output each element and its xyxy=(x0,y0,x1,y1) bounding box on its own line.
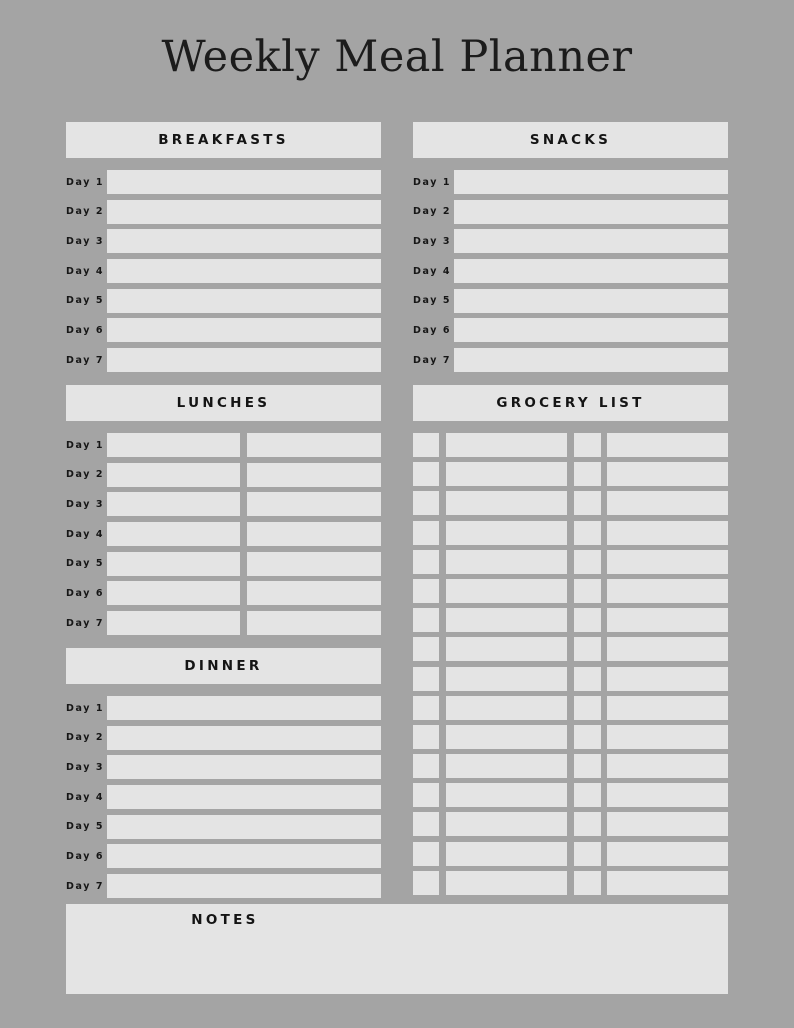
breakfast-field[interactable] xyxy=(107,200,381,224)
grocery-checkbox[interactable] xyxy=(413,608,439,632)
grocery-checkbox[interactable] xyxy=(574,783,601,807)
grocery-item-field[interactable] xyxy=(607,462,728,486)
grocery-row xyxy=(413,429,728,458)
grocery-item-field[interactable] xyxy=(607,842,728,866)
grocery-item-field[interactable] xyxy=(446,696,567,720)
grocery-item-field[interactable] xyxy=(607,812,728,836)
snack-row xyxy=(413,344,728,374)
breakfast-field[interactable] xyxy=(107,289,381,313)
day-label: Day 1 xyxy=(66,439,105,451)
snack-row xyxy=(413,255,728,285)
grocery-checkbox[interactable] xyxy=(413,842,439,866)
grocery-checkbox[interactable] xyxy=(574,579,601,603)
grocery-row xyxy=(413,867,728,896)
grocery-checkbox[interactable] xyxy=(413,871,439,895)
day-label: Day 7 xyxy=(66,617,105,629)
dinner-header: DINNER xyxy=(66,648,381,684)
grocery-checkbox[interactable] xyxy=(413,491,439,515)
grocery-item-field[interactable] xyxy=(446,842,567,866)
grocery-checkbox[interactable] xyxy=(413,754,439,778)
snack-field[interactable] xyxy=(454,229,728,253)
lunch-field-b[interactable] xyxy=(247,552,381,576)
dinner-field[interactable] xyxy=(107,815,381,839)
day-label: Day 2 xyxy=(413,206,452,218)
lunch-field-b[interactable] xyxy=(247,522,381,546)
snack-field[interactable] xyxy=(454,259,728,283)
dinner-field[interactable] xyxy=(107,755,381,779)
day-label: Day 6 xyxy=(66,324,105,336)
lunch-field-b[interactable] xyxy=(247,433,381,457)
breakfasts-header: BREAKFASTS xyxy=(66,122,381,158)
grocery-item-field[interactable] xyxy=(446,608,567,632)
day-label: Day 1 xyxy=(66,702,105,714)
dinner-field[interactable] xyxy=(107,696,381,720)
lunches-header: LUNCHES xyxy=(66,385,381,421)
grocery-item-field[interactable] xyxy=(607,754,728,778)
lunch-field-a[interactable] xyxy=(107,552,240,576)
dinner-row xyxy=(66,751,381,781)
snack-row xyxy=(413,166,728,196)
snacks-header: SNACKS xyxy=(413,122,728,158)
grocery-row xyxy=(413,663,728,692)
dinner-field[interactable] xyxy=(107,785,381,809)
day-label: Day 6 xyxy=(66,850,105,862)
day-label: Day 1 xyxy=(66,176,105,188)
dinner-row xyxy=(66,692,381,722)
dinner-row xyxy=(66,870,381,900)
grocery-item-field[interactable] xyxy=(607,637,728,661)
grocery-checkbox[interactable] xyxy=(574,433,601,457)
lunch-field-b[interactable] xyxy=(247,611,381,635)
grocery-item-field[interactable] xyxy=(607,521,728,545)
grocery-item-field[interactable] xyxy=(607,550,728,574)
day-label: Day 3 xyxy=(66,498,105,510)
grocery-checkbox[interactable] xyxy=(574,812,601,836)
snack-row xyxy=(413,225,728,255)
grocery-checkbox[interactable] xyxy=(574,667,601,691)
day-label: Day 1 xyxy=(413,176,452,188)
day-label: Day 4 xyxy=(66,791,105,803)
day-label: Day 6 xyxy=(413,324,452,336)
grocery-checkbox[interactable] xyxy=(574,754,601,778)
grocery-item-field[interactable] xyxy=(607,871,728,895)
grocery-item-field[interactable] xyxy=(446,667,567,691)
day-label: Day 7 xyxy=(413,354,452,366)
grocery-item-field[interactable] xyxy=(446,754,567,778)
lunch-field-a[interactable] xyxy=(107,492,240,516)
lunch-row xyxy=(66,548,381,578)
grocery-checkbox[interactable] xyxy=(413,725,439,749)
grocery-item-field[interactable] xyxy=(446,871,567,895)
grocery-item-field[interactable] xyxy=(607,491,728,515)
snack-field[interactable] xyxy=(454,170,728,194)
grocery-item-field[interactable] xyxy=(607,433,728,457)
grocery-row xyxy=(413,750,728,779)
day-label: Day 7 xyxy=(66,354,105,366)
lunch-row xyxy=(66,607,381,637)
grocery-checkbox[interactable] xyxy=(574,637,601,661)
grocery-item-field[interactable] xyxy=(446,433,567,457)
day-label: Day 4 xyxy=(66,528,105,540)
day-label: Day 5 xyxy=(413,295,452,307)
day-label: Day 3 xyxy=(66,235,105,247)
day-label: Day 3 xyxy=(66,761,105,773)
grocery-checkbox[interactable] xyxy=(413,462,439,486)
page-title: Weekly Meal Planner xyxy=(161,32,633,82)
lunch-row xyxy=(66,459,381,489)
snacks-list xyxy=(413,166,728,374)
breakfast-field[interactable] xyxy=(107,170,381,194)
day-label: Day 5 xyxy=(66,295,105,307)
breakfast-row xyxy=(66,166,381,196)
grocery-row xyxy=(413,604,728,633)
day-label: Day 2 xyxy=(66,732,105,744)
breakfasts-list xyxy=(66,166,381,374)
snack-field[interactable] xyxy=(454,318,728,342)
day-label: Day 7 xyxy=(66,880,105,892)
grocery-row xyxy=(413,721,728,750)
lunch-field-a[interactable] xyxy=(107,581,240,605)
grocery-item-field[interactable] xyxy=(607,579,728,603)
breakfast-field[interactable] xyxy=(107,229,381,253)
dinner-field[interactable] xyxy=(107,726,381,750)
snack-field[interactable] xyxy=(454,348,728,372)
lunch-row xyxy=(66,488,381,518)
breakfast-row xyxy=(66,344,381,374)
grocery-row xyxy=(413,779,728,808)
day-label: Day 2 xyxy=(66,469,105,481)
grocery-item-field[interactable] xyxy=(446,462,567,486)
breakfast-row xyxy=(66,196,381,226)
breakfast-row xyxy=(66,285,381,315)
snack-field[interactable] xyxy=(454,200,728,224)
grocery-list xyxy=(413,429,728,896)
day-label: Day 4 xyxy=(66,265,105,277)
snack-row xyxy=(413,285,728,315)
lunch-row xyxy=(66,518,381,548)
grocery-checkbox[interactable] xyxy=(413,550,439,574)
day-label: Day 4 xyxy=(413,265,452,277)
grocery-item-field[interactable] xyxy=(446,637,567,661)
breakfast-row xyxy=(66,314,381,344)
grocery-item-field[interactable] xyxy=(446,491,567,515)
grocery-row xyxy=(413,487,728,516)
day-label: Day 2 xyxy=(66,206,105,218)
grocery-row xyxy=(413,633,728,662)
grocery-item-field[interactable] xyxy=(446,812,567,836)
grocery-item-field[interactable] xyxy=(446,783,567,807)
grocery-checkbox[interactable] xyxy=(413,783,439,807)
grocery-list-header: GROCERY LIST xyxy=(413,385,728,421)
grocery-checkbox[interactable] xyxy=(574,462,601,486)
grocery-item-field[interactable] xyxy=(446,725,567,749)
day-label: Day 5 xyxy=(66,821,105,833)
grocery-row xyxy=(413,546,728,575)
grocery-item-field[interactable] xyxy=(446,521,567,545)
breakfast-row xyxy=(66,255,381,285)
grocery-row xyxy=(413,808,728,837)
dinner-list xyxy=(66,692,381,900)
dinner-row xyxy=(66,781,381,811)
lunch-field-b[interactable] xyxy=(247,492,381,516)
breakfast-field[interactable] xyxy=(107,259,381,283)
day-label: Day 3 xyxy=(413,235,452,247)
grocery-row xyxy=(413,458,728,487)
grocery-checkbox[interactable] xyxy=(413,812,439,836)
grocery-checkbox[interactable] xyxy=(413,637,439,661)
grocery-item-field[interactable] xyxy=(446,579,567,603)
dinner-row xyxy=(66,840,381,870)
grocery-item-field[interactable] xyxy=(607,696,728,720)
grocery-item-field[interactable] xyxy=(446,550,567,574)
breakfast-field[interactable] xyxy=(107,348,381,372)
dinner-row xyxy=(66,811,381,841)
grocery-checkbox[interactable] xyxy=(574,871,601,895)
grocery-item-field[interactable] xyxy=(607,608,728,632)
notes-label: NOTES xyxy=(191,912,259,928)
dinner-row xyxy=(66,722,381,752)
grocery-checkbox[interactable] xyxy=(413,696,439,720)
dinner-field[interactable] xyxy=(107,874,381,898)
lunch-field-a[interactable] xyxy=(107,611,240,635)
grocery-checkbox[interactable] xyxy=(574,696,601,720)
grocery-row xyxy=(413,838,728,867)
grocery-checkbox[interactable] xyxy=(574,842,601,866)
lunch-row xyxy=(66,577,381,607)
snack-field[interactable] xyxy=(454,289,728,313)
lunch-field-a[interactable] xyxy=(107,463,240,487)
grocery-checkbox[interactable] xyxy=(574,608,601,632)
grocery-checkbox[interactable] xyxy=(413,667,439,691)
snack-row xyxy=(413,314,728,344)
breakfast-field[interactable] xyxy=(107,318,381,342)
lunches-list xyxy=(66,429,381,637)
grocery-row xyxy=(413,692,728,721)
snack-row xyxy=(413,196,728,226)
grocery-checkbox[interactable] xyxy=(413,579,439,603)
grocery-item-field[interactable] xyxy=(607,725,728,749)
grocery-checkbox[interactable] xyxy=(413,521,439,545)
lunch-field-a[interactable] xyxy=(107,433,240,457)
lunch-row xyxy=(66,429,381,459)
breakfast-row xyxy=(66,225,381,255)
day-label: Day 5 xyxy=(66,558,105,570)
grocery-checkbox[interactable] xyxy=(413,433,439,457)
notes-area[interactable] xyxy=(66,904,728,994)
day-label: Day 6 xyxy=(66,587,105,599)
grocery-checkbox[interactable] xyxy=(574,725,601,749)
grocery-checkbox[interactable] xyxy=(574,521,601,545)
grocery-item-field[interactable] xyxy=(607,783,728,807)
dinner-field[interactable] xyxy=(107,844,381,868)
lunch-field-a[interactable] xyxy=(107,522,240,546)
lunch-field-b[interactable] xyxy=(247,463,381,487)
grocery-row xyxy=(413,517,728,546)
grocery-row xyxy=(413,575,728,604)
grocery-item-field[interactable] xyxy=(607,667,728,691)
grocery-checkbox[interactable] xyxy=(574,550,601,574)
grocery-checkbox[interactable] xyxy=(574,491,601,515)
lunch-field-b[interactable] xyxy=(247,581,381,605)
